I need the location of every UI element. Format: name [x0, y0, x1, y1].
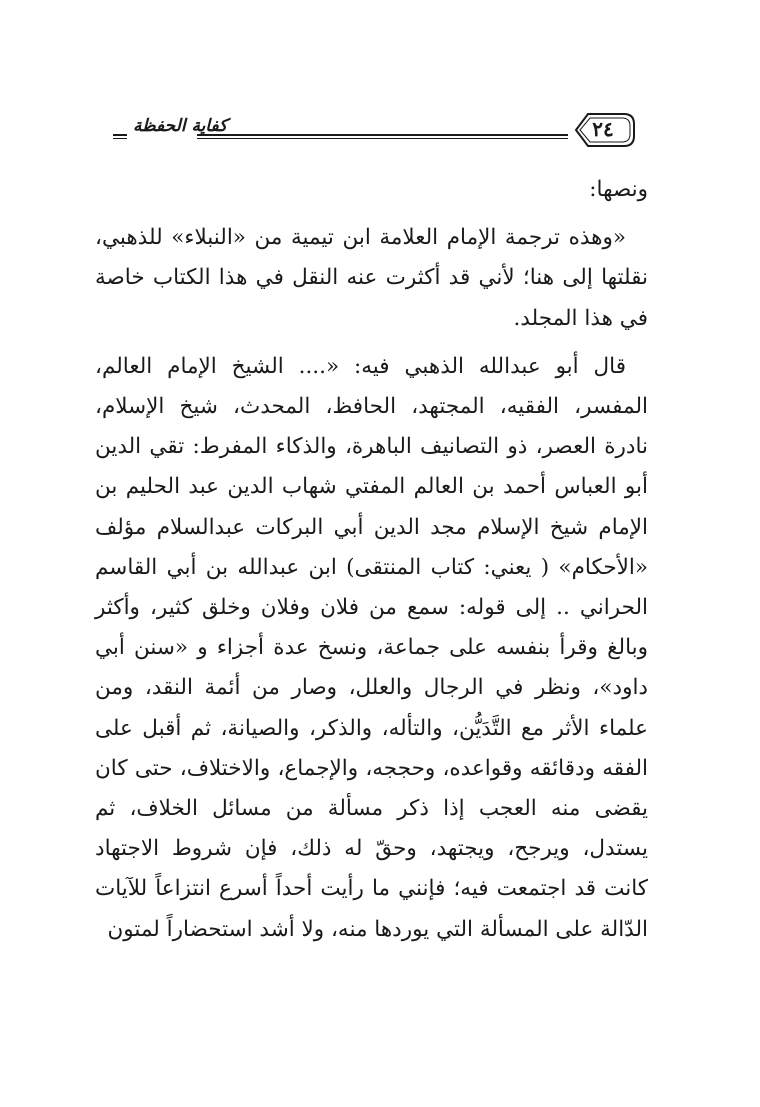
running-book-title: كفاية الحفظة: [133, 116, 228, 136]
header-rule: [197, 134, 568, 139]
paragraph-dhahabi-quote: قال أبو عبدالله الذهبي فيه: «.... الشيخ الإمام العالم، المفسر، الفقيه، المجتهد، الحافظ، المحدث، شيخ الإسلام، نادرة العصر، ذو التصانيف الباهرة، والذكاء المفرط: تقي الدين أبو العباس أحمد بن العالم المفتي شهاب الدين عبد الحليم بن الإمام شيخ الإسلام مجد الدين أبي البركات عبدالسلام مؤلف «الأحكام» ( يعني: كتاب المنتقى) ابن عبدالله بن أبي القاسم الحراني .. إلى قوله: سمع من فلان وفلان وخلق كثير، وأكثر وبالغ وقرأ بنفسه على جماعة، ونسخ عدة أجزاء و «سنن أبي داود»، ونظر في الرجال والعلل، وصار من أئمة النقد، ومن علماء الأثر مع التَّدَيُّن، والتأله، والذكر، والصيانة، ثم أقبل على الفقه ودقائقه وقواعده، وحججه، والإجماع، والاختلاف، حتى كان يقضى منه العجب إذا ذكر مسألة من مسائل الخلاف، ثم يستدل، ويرجح، ويجتهد، وحقّ له ذلك، فإن شروط الاجتهاد كانت قد اجتمعت فيه؛ فإنني ما رأيت أحداً أسرع انتزاعاً للآيات الدّالة على المسألة التي يوردها منه، ولا أشد استحضاراً لمتون: [95, 353, 648, 942]
page-number: ٢٤: [592, 117, 614, 141]
paragraph-translation-note: «وهذه ترجمة الإمام العلامة ابن تيمية من «النبلاء» للذهبي، نقلتها إلى هنا؛ لأني قد أكثرت عنه النقل في هذا الكتاب خاصة في هذا المجلد.: [95, 225, 648, 331]
page-number-badge: [566, 108, 640, 152]
intro-line: ونصها:: [589, 177, 648, 202]
title-dash-ornament: [113, 134, 127, 139]
page-header: [115, 108, 640, 152]
page-body: [95, 170, 648, 950]
